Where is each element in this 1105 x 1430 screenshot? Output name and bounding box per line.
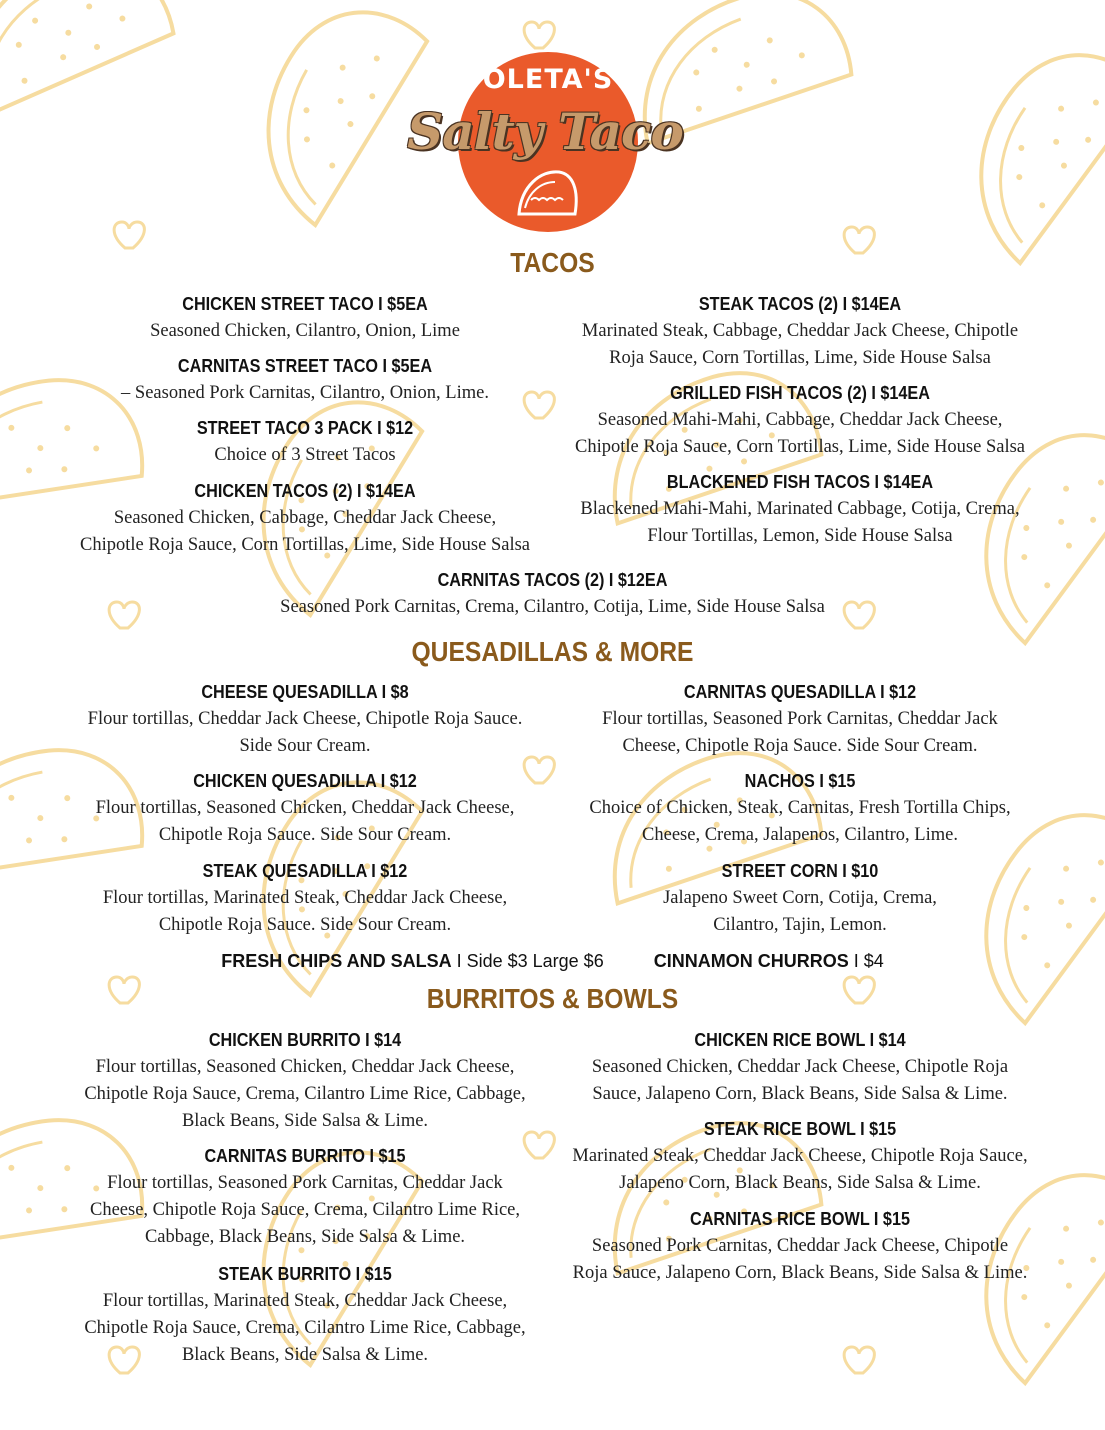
item-desc: Seasoned Pork Carnitas, Crema, Cilantro, Cotija, Lime, Side House Salsa	[280, 597, 825, 617]
item-desc: Cheese, Crema, Jalapenos, Cilantro, Lime.	[642, 825, 958, 845]
item-name: CARNITAS QUESADILLA I $12	[683, 682, 917, 702]
item-name: NACHOS I $15	[744, 771, 856, 791]
item-name: CHICKEN STREET TACO I $5EA	[182, 294, 428, 314]
menu-item	[60, 858, 550, 939]
item-name: CHICKEN RICE BOWL I $14	[694, 1030, 906, 1050]
menu-item	[555, 1027, 1045, 1108]
item-desc: Sauce, Jalapeno Corn, Black Beans, Side Salsa & Lime.	[592, 1084, 1008, 1104]
item-desc: Roja Sauce, Corn Tortillas, Lime, Side House Salsa	[609, 348, 991, 368]
item-desc: Cheese, Chipotle Roja Sauce. Side Sour Cream.	[622, 736, 978, 756]
extras-row	[0, 948, 1105, 975]
item-name: CARNITAS TACOS (2) I $12EA	[437, 570, 668, 590]
item-desc: Choice of Chicken, Steak, Carnitas, Fresh Tortilla Chips,	[589, 798, 1011, 818]
menu-item	[555, 858, 1045, 939]
menu-item	[60, 353, 550, 407]
item-desc: Cheese, Chipotle Roja Sauce, Crema, Cilantro Lime Rice,	[89, 1200, 521, 1220]
item-name: BLACKENED FISH TACOS I $14EA	[666, 472, 934, 492]
brand-logo	[400, 52, 690, 232]
item-name: STEAK TACOS (2) I $14EA	[698, 294, 902, 314]
item-name: STREET CORN I $10	[721, 861, 879, 881]
item-desc: Jalapeno Corn, Black Beans, Side Salsa & Lime.	[619, 1173, 981, 1193]
item-name: STEAK QUESADILLA I $12	[202, 861, 408, 881]
menu-item	[555, 380, 1045, 461]
menu-item	[150, 567, 955, 621]
item-desc: – Seasoned Pork Carnitas, Cilantro, Onion, Lime.	[121, 383, 489, 403]
item-desc: Chipotle Roja Sauce. Side Sour Cream.	[158, 915, 452, 935]
item-desc: Flour Tortillas, Lemon, Side House Salsa	[647, 526, 953, 546]
item-desc: Chipotle Roja Sauce, Corn Tortillas, Lime, Side House Salsa	[574, 437, 1026, 457]
item-desc: Seasoned Chicken, Cilantro, Onion, Lime	[150, 321, 460, 341]
menu-item	[60, 415, 550, 469]
item-desc: Blackened Mahi-Mahi, Marinated Cabbage, Cotija, Crema,	[580, 499, 1020, 519]
item-name: CHICKEN BURRITO I $14	[208, 1030, 402, 1050]
item-name: CHICKEN QUESADILLA I $12	[193, 771, 417, 791]
menu-item	[60, 478, 550, 559]
item-name: GRILLED FISH TACOS (2) I $14EA	[670, 383, 930, 403]
taco-icon	[515, 164, 581, 222]
item-desc: Chipotle Roja Sauce, Crema, Cilantro Lime Rice, Cabbage,	[84, 1318, 526, 1338]
item-name: CHICKEN TACOS (2) I $14EA	[194, 481, 416, 501]
item-desc: Flour tortillas, Seasoned Pork Carnitas, Cheddar Jack	[602, 709, 998, 729]
section-title-quesadillas: QUESADILLAS & MORE	[411, 636, 694, 667]
item-desc: Marinated Steak, Cabbage, Cheddar Jack Cheese, Chipotle	[581, 321, 1019, 341]
item-desc: Chipotle Roja Sauce. Side Sour Cream.	[158, 825, 452, 845]
menu-item	[555, 291, 1045, 372]
item-desc: Flour tortillas, Seasoned Chicken, Cheddar Jack Cheese,	[95, 798, 515, 818]
item-desc: Seasoned Pork Carnitas, Cheddar Jack Cheese, Chipotle	[591, 1236, 1009, 1256]
menu-item	[555, 1206, 1045, 1287]
extra-name: FRESH CHIPS AND SALSA	[221, 951, 452, 971]
item-name: STEAK RICE BOWL I $15	[703, 1119, 897, 1139]
menu-item	[555, 1116, 1045, 1197]
menu-item	[60, 768, 550, 849]
item-desc: Choice of 3 Street Tacos	[214, 445, 396, 465]
section-title-burritos: BURRITOS & BOWLS	[426, 983, 679, 1014]
item-desc: Flour tortillas, Cheddar Jack Cheese, Chipotle Roja Sauce.	[87, 709, 523, 729]
logo-brand-top: OLETA'S	[482, 64, 614, 95]
item-name: STEAK BURRITO I $15	[218, 1264, 392, 1284]
item-desc: Marinated Steak, Cheddar Jack Cheese, Chipotle Roja Sauce,	[572, 1146, 1028, 1166]
item-name: CARNITAS RICE BOWL I $15	[690, 1209, 910, 1229]
item-name: CHEESE QUESADILLA I $8	[201, 682, 409, 702]
item-desc: Seasoned Mahi-Mahi, Cabbage, Cheddar Jack Cheese,	[597, 410, 1003, 430]
menu-item	[60, 1143, 550, 1251]
item-name: STREET TACO 3 PACK I $12	[196, 418, 414, 438]
item-desc: Flour tortillas, Seasoned Chicken, Cheddar Jack Cheese,	[95, 1057, 515, 1077]
item-desc: Seasoned Chicken, Cabbage, Cheddar Jack Cheese,	[113, 508, 497, 528]
item-desc: Black Beans, Side Salsa & Lime.	[181, 1345, 429, 1365]
item-desc: Black Beans, Side Salsa & Lime.	[181, 1111, 429, 1131]
item-desc: Seasoned Chicken, Cheddar Jack Cheese, Chipotle Roja	[591, 1057, 1009, 1077]
menu-item	[60, 1027, 550, 1135]
menu-item	[555, 679, 1045, 760]
logo-brand-script: Salty Taco	[407, 102, 683, 161]
item-desc: Chipotle Roja Sauce, Corn Tortillas, Lime, Side House Salsa	[79, 535, 531, 555]
extra-price: I Side $3 Large $6	[451, 951, 604, 971]
item-desc: Jalapeno Sweet Corn, Cotija, Crema,	[663, 888, 937, 908]
item-desc: Flour tortillas, Seasoned Pork Carnitas, Cheddar Jack	[107, 1173, 503, 1193]
extra-price: I $4	[848, 951, 884, 971]
menu-item	[60, 1261, 550, 1369]
item-desc: Flour tortillas, Marinated Steak, Cheddar Jack Cheese,	[102, 888, 508, 908]
extra-name: CINNAMON CHURROS	[653, 951, 849, 971]
item-desc: Flour tortillas, Marinated Steak, Cheddar Jack Cheese,	[102, 1291, 508, 1311]
menu-item	[555, 768, 1045, 849]
item-desc: Chipotle Roja Sauce, Crema, Cilantro Lime Rice, Cabbage,	[84, 1084, 526, 1104]
item-desc: Cabbage, Black Beans, Side Salsa & Lime.	[144, 1227, 466, 1247]
section-title-tacos: TACOS	[510, 247, 595, 278]
item-desc: Side Sour Cream.	[239, 736, 371, 756]
item-desc: Cilantro, Tajin, Lemon.	[713, 915, 887, 935]
menu-item	[555, 469, 1045, 550]
item-name: CARNITAS STREET TACO I $5EA	[177, 356, 433, 376]
item-name: CARNITAS BURRITO I $15	[204, 1146, 406, 1166]
menu-item	[60, 679, 550, 760]
item-desc: Roja Sauce, Jalapeno Corn, Black Beans, Side Salsa & Lime.	[572, 1263, 1028, 1283]
menu-item	[60, 291, 550, 345]
